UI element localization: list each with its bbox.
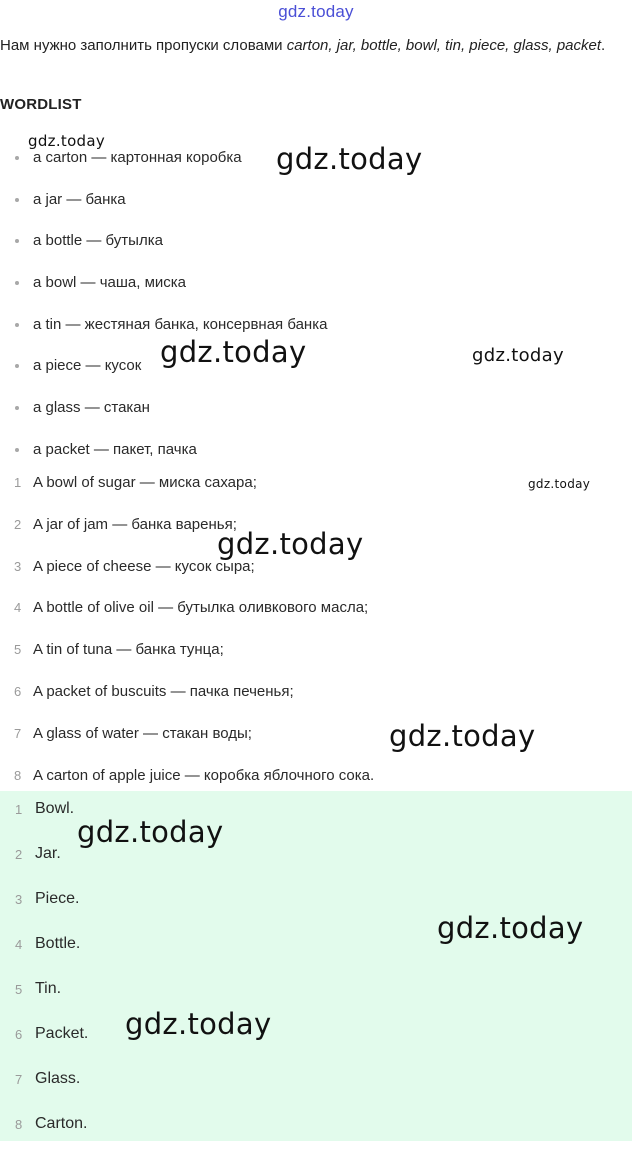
instruction-words: carton, jar, bottle, bowl, tin, piece, glass, packet: [286, 37, 602, 54]
site-logo[interactable]: gdz.today: [278, 2, 354, 21]
item-number: 5: [15, 982, 23, 997]
list-item: 3 Piece.: [0, 889, 88, 934]
wordlist-heading: WORDLIST: [0, 96, 82, 113]
list-item: 3 A piece of cheese — кусок сыра;: [14, 557, 255, 575]
list-item: a bottle — бутылка: [0, 231, 327, 273]
bullet-icon: [15, 406, 19, 410]
list-item: 5 A tin of tuna — банка тунца;: [14, 641, 224, 659]
bullet-icon: [15, 281, 19, 285]
wordlist: [0, 148, 327, 482]
list-item: 8 A carton of apple juice — коробка яблочного сока.: [14, 766, 375, 784]
watermark: gdz.today: [160, 335, 307, 369]
bullet-icon: [15, 198, 19, 202]
list-item: a carton — картонная коробка: [0, 148, 327, 190]
item-number: 8: [14, 767, 22, 783]
list-item: 7 A glass of water — стакан воды;: [14, 724, 252, 742]
instruction-end: .: [601, 37, 606, 54]
item-number: 4: [15, 937, 23, 952]
instruction-text: Нам нужно заполнить пропуски словами: [0, 37, 287, 54]
item-number: 3: [14, 558, 22, 574]
item-number: 6: [15, 1027, 23, 1042]
item-number: 8: [15, 1117, 23, 1132]
item-number: 6: [14, 683, 22, 699]
watermark: gdz.today: [77, 815, 224, 849]
bullet-icon: [15, 448, 19, 452]
list-item: 1 A bowl of sugar — миска сахара;: [14, 474, 257, 491]
watermark: gdz.today: [125, 1007, 272, 1041]
list-item: 5 Tin.: [0, 979, 88, 1024]
list-item: 4 Bottle.: [0, 934, 88, 979]
phrase-list: [0, 473, 374, 807]
list-item: 4 A bottle of olive oil — бутылка оливкового масла;: [14, 599, 369, 617]
bullet-icon: [15, 239, 19, 243]
list-item: 2 A jar of jam — банка варенья;: [14, 515, 237, 533]
watermark: gdz.today: [276, 142, 423, 176]
item-number: 7: [14, 725, 22, 741]
list-item: a piece — кусок: [0, 356, 327, 398]
item-number: 2: [15, 847, 23, 862]
item-number: 5: [14, 642, 22, 658]
list-item: a bowl — чаша, миска: [0, 273, 327, 315]
watermark: gdz.today: [217, 527, 364, 561]
list-item: 6 Packet.: [0, 1024, 88, 1069]
watermark: gdz.today: [437, 911, 584, 945]
item-number: 7: [15, 1072, 23, 1087]
item-number: 3: [15, 892, 23, 907]
watermark: gdz.today: [28, 132, 106, 150]
answer-list: [0, 799, 88, 1159]
list-item: a tin — жестяная банка, консервная банка: [0, 315, 327, 357]
watermark: gdz.today: [528, 477, 591, 491]
item-number: 1: [14, 475, 22, 490]
watermark: gdz.today: [472, 345, 564, 366]
item-number: 1: [15, 802, 23, 817]
list-item: 6 A packet of buscuits — пачка печенья;: [14, 682, 294, 700]
list-item: 8 Carton.: [0, 1114, 88, 1159]
item-number: 2: [14, 516, 22, 532]
list-item: 1 Bowl.: [0, 799, 88, 844]
list-item: 2 Jar.: [0, 844, 88, 889]
list-item: 7 Glass.: [0, 1069, 88, 1114]
task-instruction: [0, 30, 620, 61]
list-item: a packet — пакет, пачка: [0, 440, 327, 482]
bullet-icon: [15, 323, 19, 327]
bullet-icon: [15, 364, 19, 368]
watermark: gdz.today: [389, 719, 536, 753]
list-item: a jar — банка: [0, 190, 327, 232]
item-number: 4: [14, 600, 22, 616]
list-item: a glass — стакан: [0, 398, 327, 440]
bullet-icon: [15, 156, 19, 160]
